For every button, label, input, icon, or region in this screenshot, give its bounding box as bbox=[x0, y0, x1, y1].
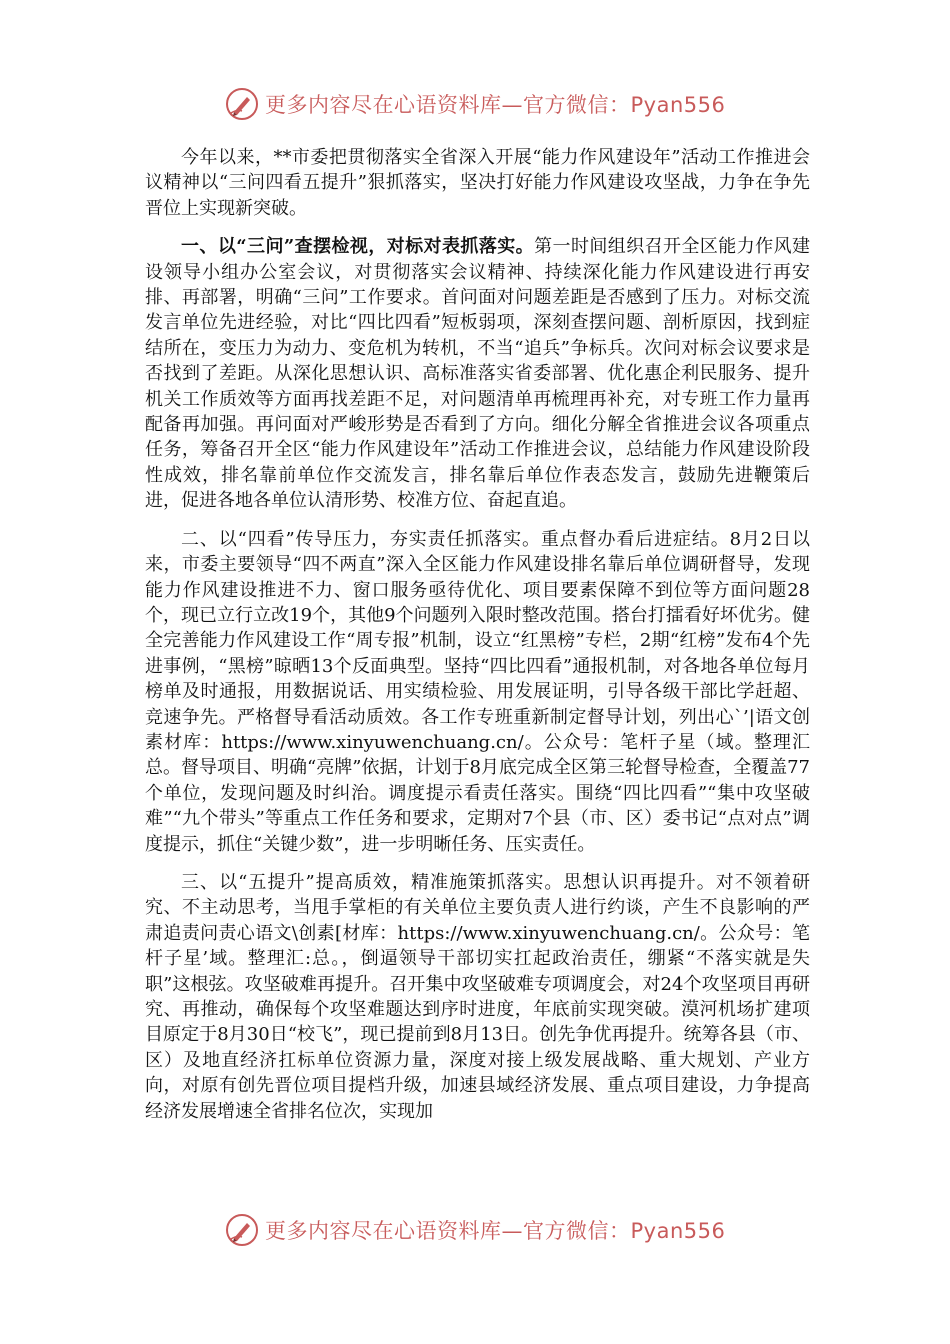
pen-logo-icon bbox=[225, 87, 259, 121]
header-banner bbox=[225, 84, 745, 124]
pen-logo-icon bbox=[225, 1213, 259, 1247]
banner-wechat-id: Pyan556 bbox=[630, 1219, 726, 1243]
banner-text bbox=[265, 1215, 725, 1245]
banner-text bbox=[265, 89, 725, 119]
paragraph-section-3: 三、以“五提升”提高质效，精准施策抓落实。思想认识再提升。对不领着研究、不主动思考，当甩手掌柜的有关单位主要负责人进行约谈，产生不良影响的严肃追责问责心语文\创素[材库：https://www.xinyuwenchuang.cn/。公众号：笔杆子星’域。整理汇:总。，倒逼领导干部切实扛起政治责任，绷紧“不落实就是失职”这根弦。攻坚破难再提升。召开集中攻坚破难专项调度会，对24个攻坚项目再研究、再推动，确保每个攻坚难题达到序时进度，年底前实现突破。漠河机场扩建项目原定于8月30日“校飞”，现已提前到8月13日。创先争优再提升。统筹各县（市、区）及地直经济扛标单位资源力量，深度对接上级发展战略、重大规划、产业方向，对原有创先晋位项目提档升级，加速县域经济发展、重点项目建设，力争提高经济发展增速全省排名位次，实现加 bbox=[145, 871, 810, 1122]
banner-wechat-id: Pyan556 bbox=[630, 93, 726, 117]
paragraph-section-2: 二、以“四看”传导压力，夯实责任抓落实。重点督办看后进症结。8月2日以来，市委主要领导“四不两直”深入全区能力作风建设排名靠后单位调研督导，发现能力作风建设推进不力、窗口服务亟待优化、项目要素保障不到位等方面问题28个，现已立行立改19个，其他9个问题列入限时整改范围。搭台打擂看好坏优劣。健全完善能力作风建设工作“周专报”机制，设立“红黑榜”专栏，2期“红榜”发布4个先进事例，“黑榜”晾晒13个反面典型。坚持“四比四看”通报机制，对各地各单位每月榜单及时通报，用数据说话、用实绩检验、用发展证明，引导各级干部比学赶超、竞速争先。严格督导看活动质效。各工作专班重新制定督导计划，列出心`’|语文创素材库：https://www.xinyuwenchuang.cn/。公众号：笔杆子星（域。整理汇总。督导项目、明确“亮牌”依据，计划于8月底完成全区第三轮督导检查，全覆盖77个单位，发现问题及时纠治。调度提示看责任落实。围绕“四比四看”“集中攻坚破难”“九个带头”等重点工作任务和要求，定期对7个县（市、区）委书记“点对点”调度提示，抓住“关键少数”，进一步明晰任务、压实责任。 bbox=[145, 528, 810, 855]
section-1-heading: 一、以“三问”查摆检视，对标对表抓落实。 bbox=[181, 236, 535, 258]
paragraph-intro: 今年以来，**市委把贯彻落实全省深入开展“能力作风建设年”活动工作推进会议精神以“三问四看五提升”狠抓落实，坚决打好能力作风建设攻坚战，力争在争先晋位上实现新突破。 bbox=[145, 147, 810, 219]
paragraph-section-1: 一、以“三问”查摆检视，对标对表抓落实。第一时间组织召开全区能力作风建设领导小组办公室会议，对贯彻落实会议精神、持续深化能力作风建设进行再安排、再部署，明确“三问”工作要求。首问面对问题差距是否感到了压力。对标交流发言单位先进经验，对比“四比四看”短板弱项，深刻查摆问题、剖析原因，找到症结所在，变压力为动力、变危机为转机，不当“追兵”争标兵。次问对标会议要求是否找到了差距。从深化思想认识、高标准落实省委部署、优化惠企利民服务、提升机关工作质效等方面再找差距不足，对问题清单再梳理再补充，对专班工作力量再配备再加强。再问面对严峻形势是否看到了方向。细化分解全省推进会议各项重点任务，筹备召开全区“能力作风建设年”活动工作推进会议，总结能力作风建设阶段性成效，排名靠前单位作交流发言，排名靠后单位作表态发言，鼓励先进鞭策后进，促进各地各单位认清形势、校准方位、奋起直追。 bbox=[145, 236, 810, 512]
banner-prefix: 更多内容尽在心语资料库—官方微信： bbox=[265, 93, 631, 117]
article-body bbox=[145, 145, 810, 1137]
banner-prefix: 更多内容尽在心语资料库—官方微信： bbox=[265, 1219, 631, 1243]
footer-banner bbox=[225, 1210, 745, 1250]
